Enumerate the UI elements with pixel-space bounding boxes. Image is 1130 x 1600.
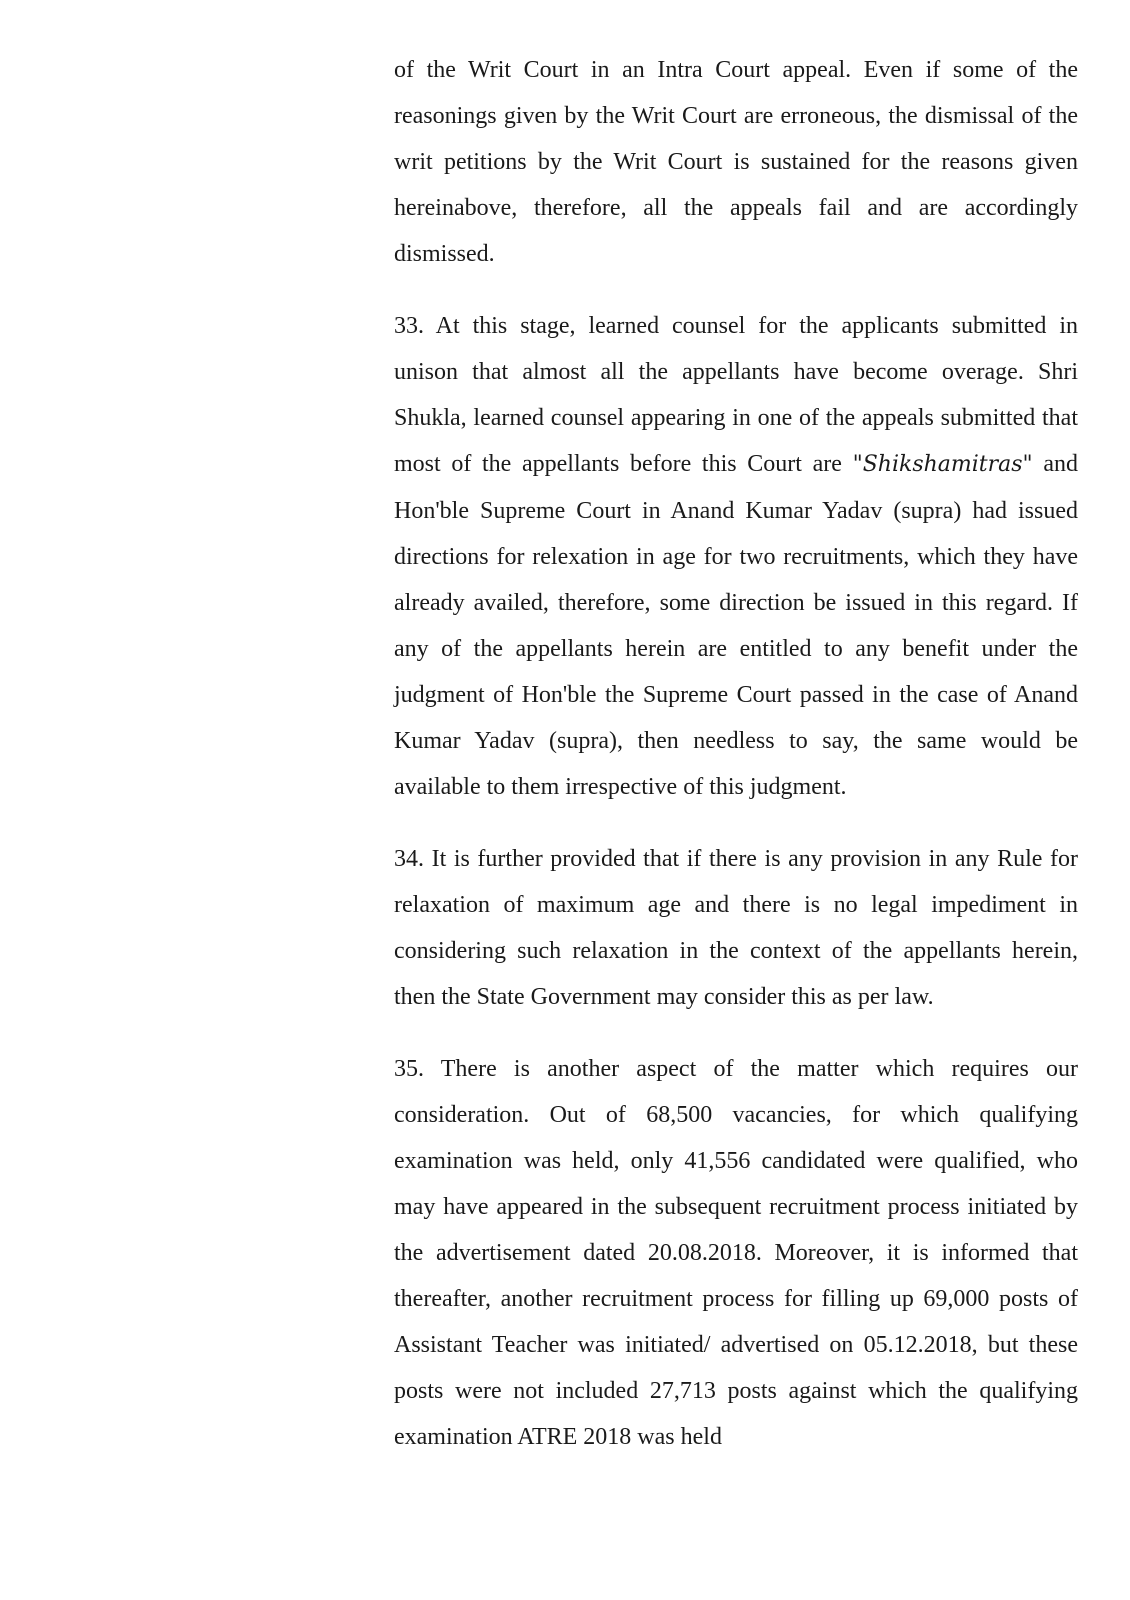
text-column: [394, 47, 1078, 1486]
paragraph-continued: [394, 47, 1078, 277]
italic-term: "Shikshamitras": [852, 452, 1033, 477]
paragraph-35: [394, 1046, 1078, 1460]
paragraph-34: [394, 836, 1078, 1020]
paragraph-text: 35. There is another aspect of the matter which requires our consideration. Out of 68,500 vacancies, for which qualifying examination was held, only 41,556 candidated were qualified, who may have appeared in the subsequent recruitment process initiated by the advertisement dated 20.08.2018. Moreover, it is informed that thereafter, another recruitment process for filling up 69,000 posts of Assistant Teacher was initiated/ advertised on 05.12.2018, but these posts were not included 27,713 posts against which the qualifying examination ATRE 2018 was held: [394, 1056, 1078, 1450]
paragraph-text: 34. It is further provided that if there is any provision in any Rule for relaxation of maximum age and there is no legal impediment in considering such relaxation in the context of the appellants herein, then the State Government may consider this as per law.: [394, 846, 1078, 1010]
paragraph-33: [394, 303, 1078, 810]
paragraph-text-part-b: and Hon'ble Supreme Court in Anand Kumar Yadav (supra) had issued directions for relexation in age for two recruitments, which they have already availed, therefore, some direction be issued in this regard. If any of the appellants herein are entitled to any benefit under the judgment of Hon'ble the Supreme Court passed in the case of Anand Kumar Yadav (supra), then needless to say, the same would be available to them irrespective of this judgment.: [394, 451, 1079, 800]
paragraph-text-part-a: 33. At this stage, learned counsel for the applicants submitted in unison that almost all the appellants have become overage. Shri Shukla, learned counsel appearing in one of the appeals submitted that most of the appellants before this Court are: [394, 313, 1078, 477]
paragraph-text: of the Writ Court in an Intra Court appeal. Even if some of the reasonings given by the Writ Court are erroneous, the dismissal of the writ petitions by the Writ Court is sustained for the reasons given hereinabove, therefore, all the appeals fail and are accordingly dismissed.: [394, 57, 1078, 267]
